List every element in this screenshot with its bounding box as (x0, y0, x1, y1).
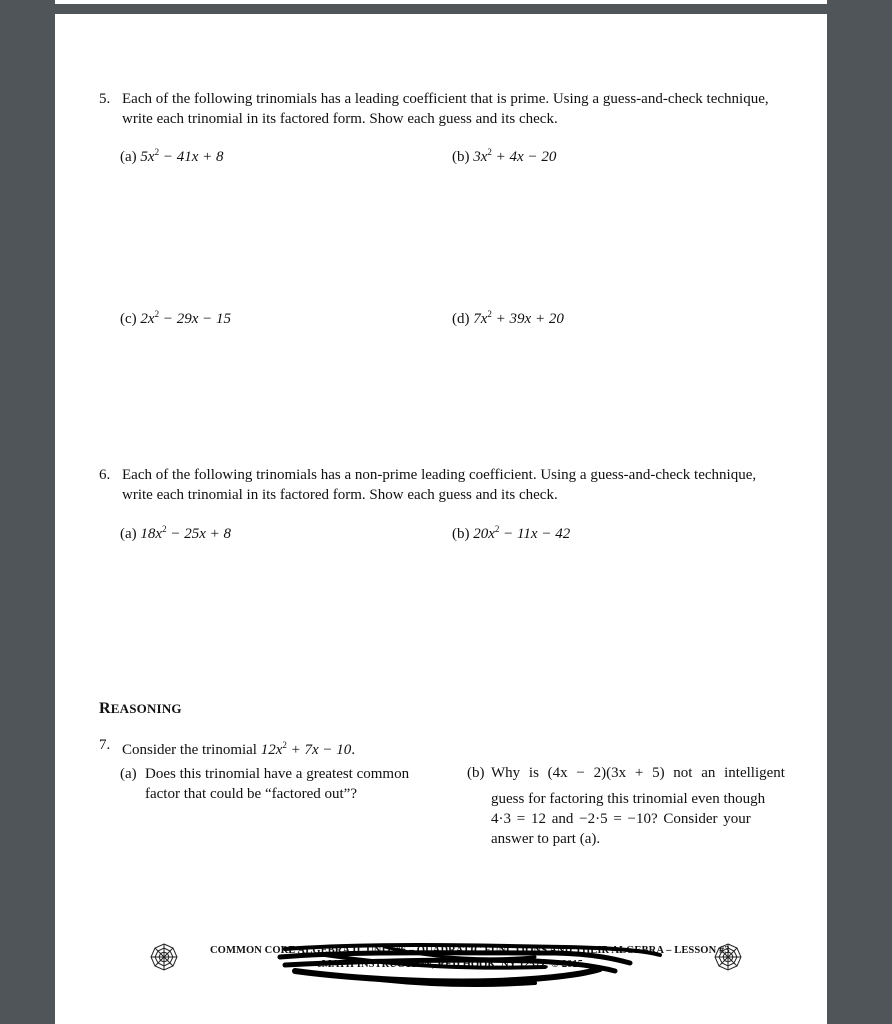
previous-page-edge (55, 0, 827, 4)
reasoning-heading: REASONING (99, 700, 182, 717)
problem-5b-label: (b) (452, 149, 470, 165)
problem-6b-label: (b) (452, 526, 470, 542)
problem-5-line-1: Each of the following trinomials has a leading coefficient that is prime. Using a guess-and-check technique, (122, 91, 769, 107)
problem-5-line-2: write each trinomial in its factored form. Show each guess and its check. (122, 111, 558, 127)
problem-5c (120, 304, 231, 329)
spider-web-logo-right (714, 943, 742, 971)
problem-5d-label: (d) (452, 311, 470, 327)
problem-5d (452, 304, 564, 329)
problem-7b-line-1: Why is (4x − 2)(3x + 5) not an intelligent (491, 765, 785, 781)
problem-7-number: 7. (99, 737, 111, 753)
problem-7b-label: (b) (467, 765, 485, 781)
problem-7a-label: (a) (120, 766, 137, 782)
problem-5b (452, 142, 556, 167)
problem-6a (120, 519, 231, 544)
problem-5c-label: (c) (120, 311, 137, 327)
footer-line-1: COMMON CORE ALGEBRA II, UNIT #6 – QUADRATIC FUNCTIONS AND THEIR ALGEBRA – LESSON #3 (210, 945, 730, 956)
problem-5b-expression: $3x^2 + 4x - 20$ (473, 147, 557, 165)
problem-6-line-2: write each trinomial in its factored form. Show each guess and its check. (122, 487, 558, 503)
problem-7-intro: Consider the trinomial $12x^2 + 7x - 10$. (122, 740, 356, 758)
problem-5-number: 5. (99, 91, 111, 107)
problem-5a-expression: $5x^2 - 41x + 8$ (140, 147, 224, 165)
problem-6a-label: (a) (120, 526, 137, 542)
problem-7a-line-2: factor that could be “factored out”? (145, 786, 357, 802)
footer-line-2: eMATH INSTRUCTION, RED HOOK, NY 12571, © 2015 (317, 959, 584, 970)
problem-6a-expression: $18x^2 - 25x + 8$ (140, 524, 231, 542)
problem-7a-line-1: Does this trinomial have a greatest common (145, 766, 410, 782)
problem-7b-line-3: 4·3 = 12 and −2·5 = −10? Consider your (491, 811, 751, 827)
problem-7-trinomial: $12x^2 + 7x - 10$ (260, 740, 352, 758)
problem-7b-line-2: guess for factoring this trinomial even though (491, 791, 766, 807)
problem-6b-expression: $20x^2 - 11x - 42$ (473, 524, 571, 542)
problem-5a-label: (a) (120, 149, 137, 165)
problem-5a (120, 142, 223, 167)
problem-5c-expression: $2x^2 - 29x - 15$ (140, 309, 231, 327)
document-page (55, 14, 827, 1024)
problem-6-line-1: Each of the following trinomials has a non-prime leading coefficient. Using a guess-and-check technique, (122, 467, 757, 483)
footer-scribble-redaction (205, 939, 725, 989)
problem-6b (452, 519, 570, 544)
spider-web-logo-left (150, 943, 178, 971)
problem-7b-line-4: answer to part (a). (491, 831, 601, 847)
problem-6-number: 6. (99, 467, 111, 483)
problem-5d-expression: $7x^2 + 39x + 20$ (473, 309, 564, 327)
